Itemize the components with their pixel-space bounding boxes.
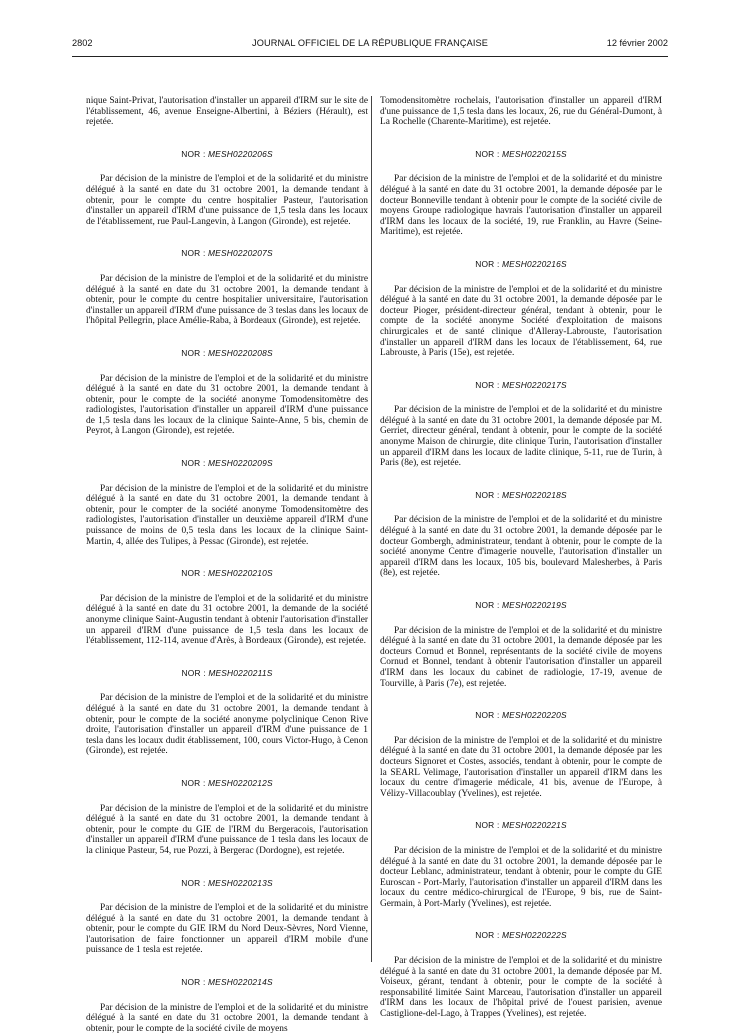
nor-code: MESH0220208S [208, 347, 273, 358]
nor-code: MESH0220207S [208, 248, 273, 259]
nor-label: NOR : [181, 777, 206, 788]
nor-label: NOR : [181, 148, 206, 159]
nor-label: NOR : [181, 877, 206, 888]
nor-label: NOR : [475, 379, 500, 390]
issue-date: 12 février 2002 [606, 38, 668, 48]
decision-paragraph: Par décision de la ministre de l'emploi et de la solidarité et du ministre délégué à la santé en date du 31 octobre 2001, la demande tendant à obtenir, pour le compte de la société civile de moyens [86, 1002, 368, 1034]
nor-reference [380, 600, 662, 611]
decision-paragraph: Par décision de la ministre de l'emploi et de la solidarité et du ministre délégué à la santé en date du 31 octobre 2001, la demande déposée par les docteurs Cornud et Bonnel, représentants de la société civile de moyens Cornud et Bonnel, tendant à obtenir l'autorisation d'installer un appareil d'IRM dans les locaux du cabinet de radiologie, 17-19, avenue de Tourville, à Paris (7e), est rejetée. [380, 625, 662, 689]
nor-code: MESH0220214S [208, 977, 273, 988]
nor-reference [380, 710, 662, 721]
nor-code: MESH0220215S [502, 148, 567, 159]
nor-reference [86, 668, 368, 679]
decision-paragraph: Par décision de la ministre de l'emploi et de la solidarité et du ministre délégué à la santé en date du 31 octobre 2001, la demande tendant à obtenir, pour le compte de la société anonyme polyclinique Cenon Rive droite, l'autorisation d'installer un appareil d'IRM d'une puissance de 1 tesla dans les locaux dudit établissement, 100, cours Victor-Hugo, à Cenon (Gironde), est rejetée. [86, 693, 368, 757]
decision-paragraph: Par décision de la ministre de l'emploi et de la solidarité et du ministre délégué à la santé en date du 31 octobre 2001, la demande tendant à obtenir, pour le compte du GIE de l'IRM du Bergeracois, l'autorisation d'installer un appareil d'IRM d'une puissance de 1 tesla dans les locaux de la clinique Pasteur, 54, rue Pozzi, à Bergerac (Dordogne), est rejetée. [86, 803, 368, 856]
decision-paragraph: Par décision de la ministre de l'emploi et de la solidarité et du ministre délégué à la santé en date du 31 octobre 2001, la demande tendant à obtenir, pour le compte du GIE IRM du Nord Deux-Sèvres, Nord Vienne, l'autorisation de faire fonctionner un appareil d'IRM mobile d'une puissance de 1 tesla est rejetée. [86, 903, 368, 956]
decision-paragraph: Par décision de la ministre de l'emploi et de la solidarité et du ministre délégué à la santé en date du 31 octobre 2001, la demande déposée par le docteur Leblanc, administrateur, tendant à obtenir, pour le compte du GIE Euroscan - Port-Marly, l'autorisation d'installer un appareil d'IRM dans les locaux du centre médico-chirurgical de l'Europe, 9 bis, rue de Saint-Germain, à Port-Marly (Yvelines), est rejetée. [380, 845, 662, 909]
nor-code: MESH0220211S [208, 667, 273, 678]
right-column [380, 96, 662, 1020]
right-intro-paragraph: Tomodensitomètre rochelais, l'autorisation d'installer un appareil d'IRM d'une puissance de 1,5 tesla dans les locaux, 26, rue du Général-Dumont, à La Rochelle (Charente-Maritime), est rejetée. [380, 96, 662, 128]
nor-code: MESH0220222S [502, 930, 567, 941]
decision-paragraph: Par décision de la ministre de l'emploi et de la solidarité et du ministre délégué à la santé en date du 31 octobre 2001, la demande déposée par le docteur Gombergh, administrateur, tendant à obtenir, pour le compte de la société anonyme Centre d'imagerie nouvelle, l'autorisation d'installer un appareil d'IRM dans les locaux, 105 bis, boulevard Malesherbes, à Paris (8e), est rejetée. [380, 515, 662, 579]
nor-code: MESH0220206S [208, 148, 273, 159]
nor-label: NOR : [475, 148, 500, 159]
decision-paragraph: Par décision de la ministre de l'emploi et de la solidarité et du ministre délégué à la santé en date du 31 octobre 2001, la demande déposée par les docteurs Signoret et Costes, associés, tendant à obtenir, pour le compte de la SEARL Velimage, l'autorisation d'installer un appareil d'IRM dans les locaux du centre d'imagerie médicale, 41 bis, avenue de l'Europe, à Vélizy-Villacoublay (Yvelines), est rejetée. [380, 735, 662, 799]
nor-label: NOR : [181, 248, 206, 259]
nor-code: MESH0220217S [502, 379, 567, 390]
decision-paragraph: Par décision de la ministre de l'emploi et de la solidarité et du ministre délégué à la santé en date du 31 octobre 2001, la demande tendant à obtenir, pour le compte du centre hospitalier universitaire, l'autorisation d'installer un appareil d'IRM d'une puissance de 3 teslas dans les locaux de l'hôpital Pellegrin, place Amélie-Raba, à Bordeaux (Gironde), est rejetée. [86, 273, 368, 327]
page-number: 2802 [72, 38, 93, 48]
decision-paragraph: Par décision de la ministre de l'emploi et de la solidarité et du ministre délégué à la santé en date du 31 octobre 2001, la demande tendant à obtenir, pour le compte du centre hospitalier Pasteur, l'autorisation d'installer un appareil d'IRM d'une puissance de 1,5 tesla dans les locaux de l'établissement, rue Paul-Langevin, à Langon (Gironde), est rejetée. [86, 174, 368, 227]
decision-paragraph: Par décision de la ministre de l'emploi et de la solidarité et du ministre délégué à la santé en date du 31 octobre 2001, la demande déposée par le docteur Bonneville tendant à obtenir pour le compte de la société civile de moyens Groupe radiologique havrais l'autorisation d'installer un appareil d'IRM dans les locaux de la société, 19, rue Franklin, au Havre (Seine-Maritime), est rejetée. [380, 174, 662, 238]
nor-label: NOR : [181, 347, 206, 358]
nor-reference [86, 977, 368, 988]
nor-code: MESH0220219S [502, 600, 567, 610]
nor-reference [380, 490, 662, 501]
nor-code: MESH0220218S [502, 489, 567, 500]
nor-label: NOR : [475, 710, 500, 721]
left-intro-paragraph: nique Saint-Privat, l'autorisation d'installer un appareil d'IRM sur le site de l'établissement, 46, avenue Enseigne-Albertini, à Béziers (Hérault), est rejetée. [86, 96, 368, 128]
nor-reference [86, 348, 368, 359]
nor-reference [380, 820, 662, 831]
nor-code: MESH0220213S [208, 877, 273, 888]
nor-reference [380, 149, 662, 160]
nor-label: NOR : [475, 600, 500, 610]
nor-label: NOR : [475, 489, 500, 500]
nor-label: NOR : [181, 568, 206, 579]
nor-reference [86, 248, 368, 259]
nor-label: NOR : [475, 258, 500, 269]
journal-title: JOURNAL OFFICIEL DE LA RÉPUBLIQUE FRANÇAISE [252, 38, 488, 48]
nor-reference [86, 458, 368, 469]
nor-label: NOR : [181, 458, 206, 469]
nor-reference [86, 778, 368, 789]
column-divider [371, 96, 372, 962]
nor-label: NOR : [475, 820, 500, 831]
nor-reference [86, 149, 368, 160]
decision-paragraph: Par décision de la ministre de l'emploi et de la solidarité et du ministre délégué à la santé en date du 31 octobre 2001, la demande tendant à obtenir, pour le compter de la société anonyme Tomodensitomètre des radiologistes, l'autorisation d'installer un deuxième appareil d'IRM d'une puissance de moins de 0,5 tesla dans les locaux de la clinique Saint-Martin, 4, allée des Tulipes, à Pessac (Gironde), est rejetée. [86, 483, 368, 547]
decision-paragraph: Par décision de la ministre de l'emploi et de la solidarité et du ministre délégué à la santé en date du 31 octobre 2001, la demande déposée par le docteur Pioger, président-directeur général, tendant à obtenir, pour le compte de la société anonyme Société d'exploitation de maisons chirurgicales et de santé clinique d'Alleray-Labrouste, l'autorisation d'installer un appareil d'IRM dans les locaux de l'établissement, 64, rue Labrouste, à Paris (15e), est rejetée. [380, 284, 662, 359]
nor-reference [380, 380, 662, 391]
nor-code: MESH0220212S [208, 777, 273, 788]
page-header [72, 38, 668, 54]
nor-code: MESH0220210S [208, 568, 273, 579]
nor-reference [380, 930, 662, 941]
decision-paragraph: Par décision de la ministre de l'emploi et de la solidarité et du ministre délégué à la santé en date du 31 octobre 2001, la demande déposée par M. Gerriet, directeur général, tendant à obtenir, pour le compte de la société anonyme Maison de chirurgie, dite clinique Turin, l'autorisation d'installer un appareil d'IRM dans les locaux de ladite clinique, 5-11, rue de Turin, à Paris (8e), est rejetée. [380, 405, 662, 469]
nor-code: MESH0220209S [208, 458, 273, 469]
header-rule [72, 56, 668, 57]
decision-paragraph: Par décision de la ministre de l'emploi et de la solidarité et du ministre délégué à la santé en date du 31 octobre 2001, la demande de la société anonyme clinique Saint-Augustin tendant à obtenir l'autorisation d'installer un appareil d'IRM d'une puissance de 1,5 tesla dans les locaux de l'établissement, 112-114, avenue d'Arès, à Bordeaux (Gironde), est rejetée. [86, 593, 368, 647]
left-column [86, 96, 368, 1034]
decision-paragraph: Par décision de la ministre de l'emploi et de la solidarité et du ministre délégué à la santé en date du 31 octobre 2001, la demande tendant à obtenir, pour le compte de la société anonyme Tomodensitomètre des radiologistes, l'autorisation d'installer un appareil d'IRM d'une puissance de 1,5 tesla dans les locaux de la clinique Sainte-Anne, 5 bis, chemin de Peyrot, à Langon (Gironde), est rejetée. [86, 373, 368, 437]
nor-label: NOR : [181, 667, 206, 678]
nor-label: NOR : [475, 930, 500, 941]
nor-code: MESH0220216S [502, 258, 567, 269]
nor-code: MESH0220221S [502, 820, 567, 831]
nor-reference [380, 259, 662, 270]
decision-paragraph: Par décision de la ministre de l'emploi et de la solidarité et du ministre délégué à la santé en date du 31 octobre 2001, la demande déposée par M. Voiseux, gérant, tendant à obtenir, pour le compte de la société à responsabilité limitée Saint Marceau, l'autorisation d'installer un appareil d'IRM dans les locaux de l'hôpital privé de l'ouest parisien, avenue Castiglione-del-Lago, à Trappes (Yvelines), est rejetée. [380, 956, 662, 1020]
nor-reference [86, 568, 368, 579]
nor-code: MESH0220220S [502, 710, 567, 721]
nor-reference [86, 878, 368, 889]
nor-label: NOR : [181, 977, 206, 988]
